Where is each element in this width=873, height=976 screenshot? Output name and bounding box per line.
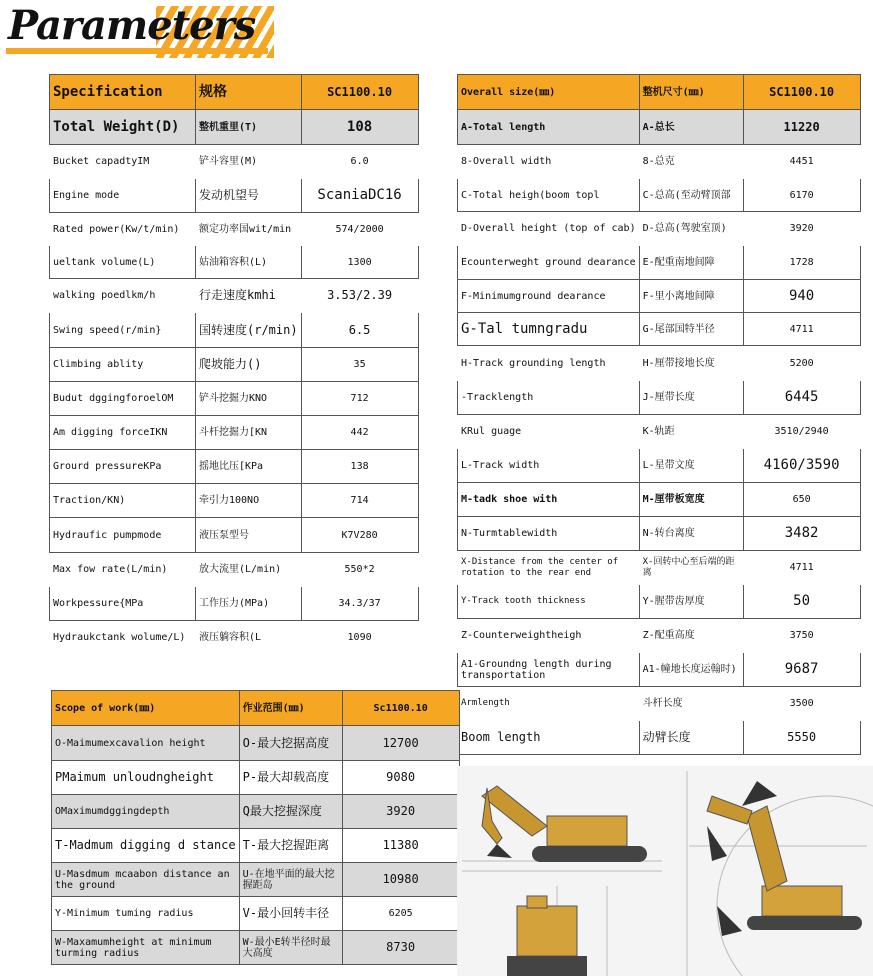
row-value: 6205 xyxy=(342,897,459,931)
row-value: 35 xyxy=(301,348,418,382)
row-value: 6170 xyxy=(743,179,860,212)
table-row xyxy=(458,246,861,280)
row-label-cn: P-最大却载高度 xyxy=(239,761,342,795)
row-value: 11220 xyxy=(743,110,860,145)
row-value: 8730 xyxy=(342,931,459,965)
table-row xyxy=(50,313,419,348)
row-label-en: Swing speed(r/min} xyxy=(50,313,196,348)
header-cell: 整机尺寸(㎜) xyxy=(639,75,743,110)
row-label-cn: A-总长 xyxy=(639,110,743,145)
row-value: 574/2000 xyxy=(301,213,418,246)
row-value: 3482 xyxy=(743,517,860,551)
table-row xyxy=(50,621,419,655)
table-row xyxy=(50,382,419,416)
row-label-en: A-Total length xyxy=(458,110,640,145)
table-row xyxy=(458,145,861,179)
row-label-en: Engine mode xyxy=(50,179,196,213)
row-label-cn: W-最小E转半径时最大高度 xyxy=(239,931,342,965)
row-label-en: Z-Counterweightheigh xyxy=(458,619,640,653)
header-cell: Sc1100.10 xyxy=(342,691,459,726)
row-label-en: W-Maxamumheight at minimum turming radius xyxy=(52,931,240,965)
row-label-en: Traction/KN) xyxy=(50,484,196,518)
table-row xyxy=(458,721,861,755)
row-label-cn: 液压躺容积(L xyxy=(196,621,302,655)
header-cell: SC1100.10 xyxy=(743,75,860,110)
table-row xyxy=(50,416,419,450)
row-label-en: Ecounterweght ground dearance xyxy=(458,246,640,280)
row-value: 4160/3590 xyxy=(743,449,860,483)
page-title: Parameters xyxy=(8,2,256,49)
table-row xyxy=(458,517,861,551)
table-row xyxy=(458,653,861,687)
table-row xyxy=(458,449,861,483)
row-label-cn: Y-腥带齿厚度 xyxy=(639,585,743,619)
row-label-cn: 8-总克 xyxy=(639,145,743,179)
table-row xyxy=(50,213,419,246)
row-label-cn: 行走速度kmhi xyxy=(196,279,302,313)
header-cell: 规格 xyxy=(196,75,302,110)
row-value: 3920 xyxy=(342,795,459,829)
row-value: 3920 xyxy=(743,212,860,246)
row-value: 4711 xyxy=(743,551,860,585)
row-label-cn: 国转速度(r/min) xyxy=(196,313,302,348)
row-label-en: Workpessure{MPa xyxy=(50,587,196,621)
row-value: 1090 xyxy=(301,621,418,655)
row-label-cn: E-配重南地间障 xyxy=(639,246,743,280)
row-value: 5200 xyxy=(743,346,860,381)
row-label-en: Hydraukctank wolume/L) xyxy=(50,621,196,655)
row-value: 3500 xyxy=(743,687,860,721)
row-label-cn: 工作压力(MPa) xyxy=(196,587,302,621)
table-row xyxy=(458,415,861,449)
row-label-cn: N-转台离度 xyxy=(639,517,743,551)
table-row xyxy=(50,348,419,382)
header-cell: SC1100.10 xyxy=(301,75,418,110)
row-label-en: M-tadk shoe with xyxy=(458,483,640,517)
table-header-row xyxy=(458,75,861,110)
row-label-en: Bucket capadtyIM xyxy=(50,145,196,179)
row-value: 940 xyxy=(743,280,860,313)
row-label-en: O-Maimumexcavalion height xyxy=(52,726,240,761)
row-label-en: 8-Overall width xyxy=(458,145,640,179)
row-value: 6.5 xyxy=(301,313,418,348)
row-label-cn: 摇地比压[KPa xyxy=(196,450,302,484)
table-row xyxy=(50,246,419,279)
row-label-cn: V-最小回转丰径 xyxy=(239,897,342,931)
row-label-en: OMaximumdggingdepth xyxy=(52,795,240,829)
row-label-cn: A1-幢地长度运翰时) xyxy=(639,653,743,687)
table-row xyxy=(458,280,861,313)
row-label-cn: J-厘带长度 xyxy=(639,381,743,415)
row-label-cn: 发动机望号 xyxy=(196,179,302,213)
row-label-en: -Tracklength xyxy=(458,381,640,415)
row-label-en: Y-Minimum tuming radius xyxy=(52,897,240,931)
row-label-en: A1-Groundng length during transportation xyxy=(458,653,640,687)
parameters-banner xyxy=(6,2,268,60)
table-row xyxy=(50,484,419,518)
row-label-cn: T-最大挖握距离 xyxy=(239,829,342,863)
row-label-en: X-Distance from the center of rotation to the rear end xyxy=(458,551,640,585)
table-row xyxy=(458,313,861,346)
row-label-en: Budut dggingforoelOM xyxy=(50,382,196,416)
row-label-cn: 动臂长度 xyxy=(639,721,743,755)
table-row xyxy=(52,829,460,863)
row-label-cn: 铲斗挖掘力KNO xyxy=(196,382,302,416)
row-label-cn: 放大流里(L/min) xyxy=(196,553,302,587)
row-value: 4711 xyxy=(743,313,860,346)
row-value: 714 xyxy=(301,484,418,518)
table-row xyxy=(52,726,460,761)
scope-of-work-table xyxy=(51,690,460,965)
row-value: 650 xyxy=(743,483,860,517)
header-cell: Overall size(㎜) xyxy=(458,75,640,110)
table-row xyxy=(52,931,460,965)
row-label-en: N-Turmtablewidth xyxy=(458,517,640,551)
table-row xyxy=(458,483,861,517)
row-label-en: Am digging forceIKN xyxy=(50,416,196,450)
overall-size-table xyxy=(457,74,861,755)
row-value: 6445 xyxy=(743,381,860,415)
row-label-cn: Z-配重高度 xyxy=(639,619,743,653)
row-label-cn: 牵引力100NO xyxy=(196,484,302,518)
row-label-en: U-Masdmum mcaabon distance an the ground xyxy=(52,863,240,897)
row-value: 1300 xyxy=(301,246,418,279)
row-label-en: Climbing ablity xyxy=(50,348,196,382)
row-label-en: Grourd pressureKPa xyxy=(50,450,196,484)
row-value: K7V280 xyxy=(301,518,418,553)
header-cell: Specification xyxy=(50,75,196,110)
table-header-row xyxy=(50,75,419,110)
table-row xyxy=(458,179,861,212)
row-value: 12700 xyxy=(342,726,459,761)
row-label-en: Max fow rate(L/min) xyxy=(50,553,196,587)
row-label-en: walking poedlkm/h xyxy=(50,279,196,313)
table-row xyxy=(50,145,419,179)
row-label-en: H-Track grounding length xyxy=(458,346,640,381)
row-value: 3750 xyxy=(743,619,860,653)
header-cell: 作业范围(㎜) xyxy=(239,691,342,726)
row-value: 11380 xyxy=(342,829,459,863)
row-label-cn: G-尾部国特半径 xyxy=(639,313,743,346)
row-label-en: Rated power(Kw/t/min) xyxy=(50,213,196,246)
row-label-cn: Q最大挖握深度 xyxy=(239,795,342,829)
excavator-diagram xyxy=(457,766,873,976)
row-value: 1728 xyxy=(743,246,860,280)
row-value: ScaniaDC16 xyxy=(301,179,418,213)
table-row xyxy=(458,551,861,585)
row-label-cn: F-里小离地间障 xyxy=(639,280,743,313)
row-label-cn: O-最大挖据高度 xyxy=(239,726,342,761)
row-label-cn: 液压泵型号 xyxy=(196,518,302,553)
row-value: 5550 xyxy=(743,721,860,755)
row-value: 9687 xyxy=(743,653,860,687)
row-label-cn: U-在地平面的最大挖握距岛 xyxy=(239,863,342,897)
row-label-en: Y-Track tooth thickness xyxy=(458,585,640,619)
row-label-cn: L-星带文度 xyxy=(639,449,743,483)
table-row xyxy=(458,110,861,145)
table-row xyxy=(458,687,861,721)
row-value: 34.3/37 xyxy=(301,587,418,621)
table-row xyxy=(52,863,460,897)
table-row xyxy=(458,585,861,619)
table-row xyxy=(50,450,419,484)
row-label-cn: 爬坡能力() xyxy=(196,348,302,382)
table-row xyxy=(52,761,460,795)
row-value: 9080 xyxy=(342,761,459,795)
table-row xyxy=(458,346,861,381)
row-value: 4451 xyxy=(743,145,860,179)
row-label-en: C-Total heigh(boom topl xyxy=(458,179,640,212)
row-label-cn: D-总高(驾驶室顶) xyxy=(639,212,743,246)
row-label-en: F-Minimumground dearance xyxy=(458,280,640,313)
table-row xyxy=(458,381,861,415)
row-label-en: T-Madmum digging d stance xyxy=(52,829,240,863)
row-label-cn: 斗杆长度 xyxy=(639,687,743,721)
row-label-en: Boom length xyxy=(458,721,640,755)
row-value: 3.53/2.39 xyxy=(301,279,418,313)
row-value: 712 xyxy=(301,382,418,416)
row-value: 442 xyxy=(301,416,418,450)
row-label-cn: X-回转中心至后端的距离 xyxy=(639,551,743,585)
row-label-cn: C-总高(至动臂顶部 xyxy=(639,179,743,212)
table-row xyxy=(50,279,419,313)
row-label-en: L-Track width xyxy=(458,449,640,483)
specification-table xyxy=(49,74,419,655)
table-row xyxy=(50,179,419,213)
table-row xyxy=(52,897,460,931)
row-label-en: PMaimum unloudngheight xyxy=(52,761,240,795)
header-cell: Scope of work(㎜) xyxy=(52,691,240,726)
excavator-front-view xyxy=(507,896,587,976)
table-row xyxy=(458,212,861,246)
row-value: 108 xyxy=(301,110,418,145)
row-label-en: Hydraufic pumpmode xyxy=(50,518,196,553)
row-label-en: D-Overall height (top of cab) xyxy=(458,212,640,246)
row-value: 10980 xyxy=(342,863,459,897)
row-label-en: KRul guage xyxy=(458,415,640,449)
row-value: 50 xyxy=(743,585,860,619)
table-row xyxy=(52,795,460,829)
row-label-cn: M-厘带板宽度 xyxy=(639,483,743,517)
row-label-en: G-Tal tumngradu xyxy=(458,313,640,346)
row-label-cn: 铲斗容里(M) xyxy=(196,145,302,179)
row-label-cn: H-厘带接地长度 xyxy=(639,346,743,381)
table-row xyxy=(458,619,861,653)
row-label-cn: 额定功率国wit/min xyxy=(196,213,302,246)
row-label-cn: K-轨距 xyxy=(639,415,743,449)
row-value: 6.0 xyxy=(301,145,418,179)
row-label-cn: 整机重里(T) xyxy=(196,110,302,145)
row-label-en: Total Weight(D) xyxy=(50,110,196,145)
table-row xyxy=(50,110,419,145)
row-value: 138 xyxy=(301,450,418,484)
row-value: 550*2 xyxy=(301,553,418,587)
table-row xyxy=(50,587,419,621)
table-header-row xyxy=(52,691,460,726)
row-label-cn: 姑油箱容积(L) xyxy=(196,246,302,279)
row-label-cn: 斗杆挖掘力[KN xyxy=(196,416,302,450)
table-row xyxy=(50,518,419,553)
row-label-en: ueltank volume(L) xyxy=(50,246,196,279)
row-label-en: Armlength xyxy=(458,687,640,721)
row-value: 3510/2940 xyxy=(743,415,860,449)
table-row xyxy=(50,553,419,587)
